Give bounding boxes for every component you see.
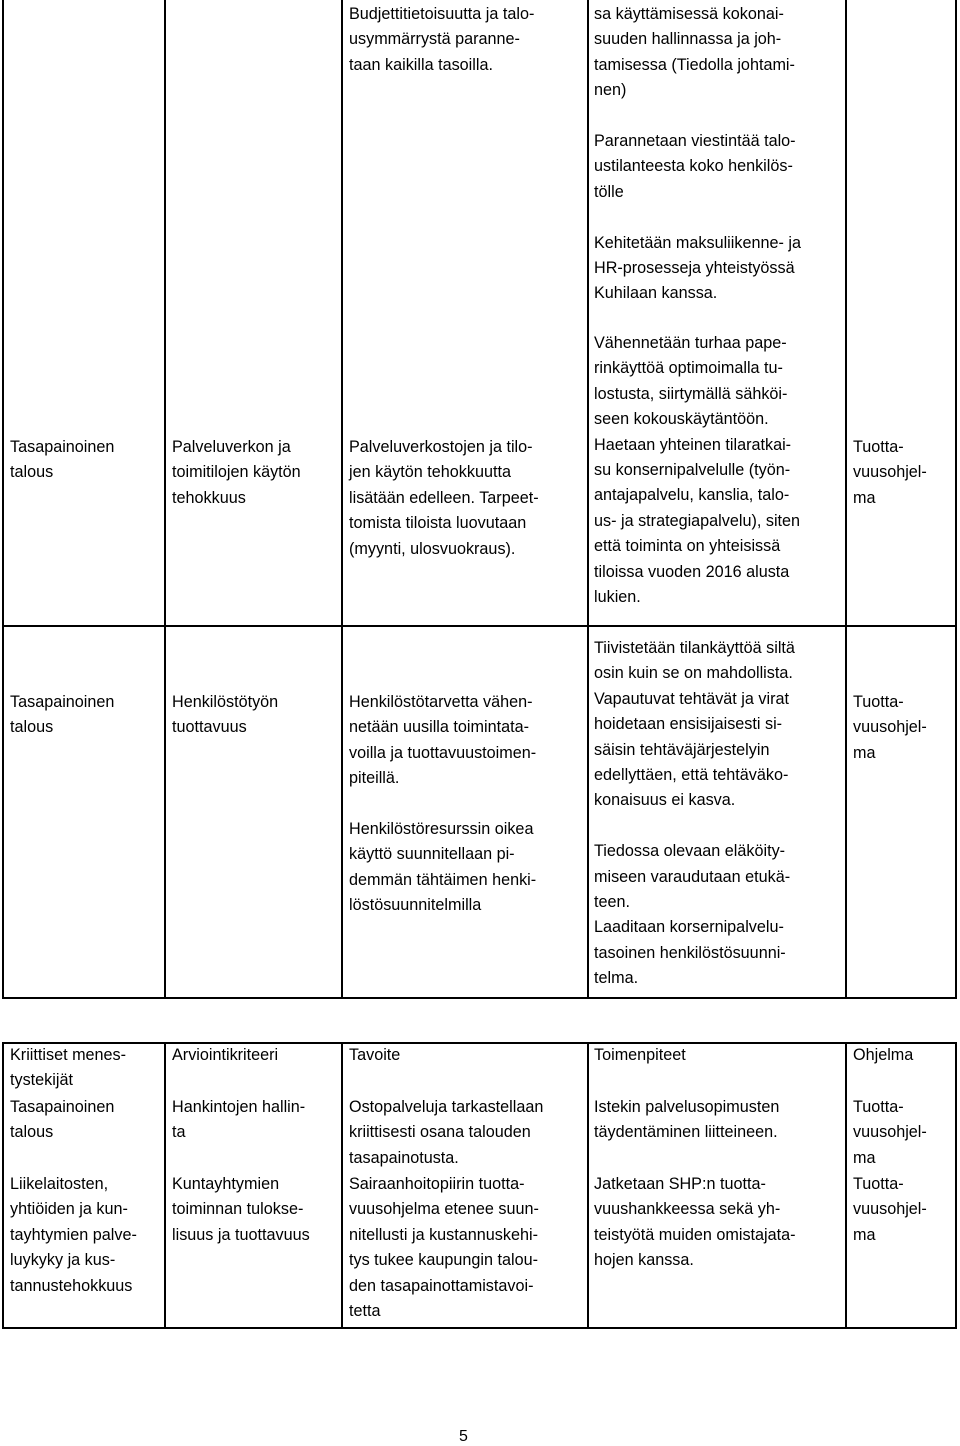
- table-cell-toimenpiteet: Vähennetään turhaa pape- rinkäyttöä optimoimalla tu- lostusta, siirtymällä sähköi- seen kokouskäytäntöön. Haetaan yhteinen tilaratkai- su konsernipalvelulle (työn- antajapalvelu, kanslia, talo- us- ja strategiapalvelu), siten että toiminta on yhteisissä tiloissa vuoden 2016 alusta lukien.: [594, 334, 801, 607]
- table2-divider-2: [341, 1042, 343, 1329]
- table-cell-arviointikriteeri: Kuntayhtymien toiminnan tulokse- lisuus ja tuottavuus: [172, 1175, 310, 1244]
- table-cell-tavoite: Ostopalveluja tarkastellaan kriittisesti osana talouden tasapainotusta.: [349, 1098, 544, 1167]
- table-cell-ohjelma: Tuotta- vuusohjel- ma: [853, 693, 927, 762]
- table-cell-tavoite: Sairaanhoitopiirin tuotta- vuusohjelma etenee suun- nitellusti ja kustannuskehi- tys tukee kaupungin talou- den tasapainottamistavoi- tetta: [349, 1175, 539, 1321]
- table-cell-menestystekija: Liikelaitosten, yhtiöiden ja kun- tayhtymien palve- luykyky ja kus- tannustehokkuus: [10, 1175, 137, 1295]
- header-tavoite: Tavoite: [349, 1046, 401, 1064]
- table-cell-ohjelma: Tuotta- vuusohjel- ma: [853, 438, 927, 507]
- table-cell-menestystekija: Tasapainoinen talous: [10, 438, 115, 482]
- table-cell-menestystekija: Tasapainoinen talous: [10, 693, 115, 737]
- table1-divider-4: [845, 0, 847, 999]
- table2-border-bottom: [2, 1327, 957, 1329]
- table-cell-ohjelma: Tuotta- vuusohjel- ma: [853, 1175, 927, 1244]
- table2-border-right: [955, 1042, 957, 1329]
- header-toimenpiteet: Toimenpiteet: [594, 1046, 686, 1064]
- table1-border-left: [2, 0, 4, 999]
- table1-border-right: [955, 0, 957, 999]
- table1-divider-3: [587, 0, 589, 999]
- table-cell-toimenpiteet: Jatketaan SHP:n tuotta- vuushankkeessa sekä yh- teistyötä muiden omistajata- hojen kanssa.: [594, 1175, 796, 1270]
- table-cell-arviointikriteeri: Palveluverkon ja toimitilojen käytön tehokkuus: [172, 438, 301, 507]
- table-cell-ohjelma: Tuotta- vuusohjel- ma: [853, 1098, 927, 1167]
- header-arviointikriteeri: Arviointikriteeri: [172, 1046, 279, 1064]
- table-cell-toimenpiteet: sa käyttämisessä kokonai- suuden hallinnassa ja joh- tamisessa (Tiedolla johtami- nen) Parannetaan viestintää talo- ustilanteesta koko henkilös- tölle Kehitetään maksuliikenne- ja HR-prosesseja yhteistyössä Kuhilaan kanssa.: [594, 5, 801, 303]
- table2-border-left: [2, 1042, 4, 1329]
- table2-divider-3: [587, 1042, 589, 1329]
- table1-divider-2: [341, 0, 343, 999]
- table-cell-arviointikriteeri: Henkilöstötyön tuottavuus: [172, 693, 279, 737]
- table-cell-menestystekija: Tasapainoinen talous: [10, 1098, 115, 1142]
- table-cell-tavoite: Palveluverkostojen ja tilo- jen käytön tehokkuutta lisätään edelleen. Tarpeet- tomista tiloista luovutaan (myynti, ulosvuokraus).: [349, 438, 539, 558]
- table-cell-toimenpiteet: Tiivistetään tilankäyttöä siltä osin kuin se on mahdollista. Vapautuvat tehtävät ja virat hoidetaan ensisijaisesti si- säisin tehtäväjärjestelyin edellyttäen, että tehtäväko- konaisuus ei kasva. Tiedossa olevaan eläköity- miseen varaudutaan etukä- teen. Laaditaan korsernipalvelu- tasoinen henkilöstösuunni- telma.: [594, 639, 795, 988]
- table-cell-arviointikriteeri: Hankintojen hallin- ta: [172, 1098, 306, 1142]
- page-number: 5: [459, 1428, 468, 1445]
- table-cell-tavoite: Budjettitietoisuutta ja talo- usymmärrystä paranne- taan kaikilla tasoilla.: [349, 5, 535, 74]
- table-cell-toimenpiteet: Istekin palvelusopimusten täydentäminen liitteineen.: [594, 1098, 780, 1142]
- table1-row-divider-1: [2, 625, 957, 627]
- table1-divider-1: [164, 0, 166, 999]
- header-menestystekijat: Kriittiset menes- tystekijät: [10, 1046, 127, 1090]
- table-cell-tavoite: Henkilöstötarvetta vähen- netään uusilla toimintata- voilla ja tuottavuustoimen- piteillä. Henkilöstöresurssin oikea käyttö suunnitellaan pi- demmän tähtäimen henki- löstösuunnitelmilla: [349, 693, 537, 915]
- header-ohjelma: Ohjelma: [853, 1046, 914, 1064]
- table2-divider-4: [845, 1042, 847, 1329]
- table2-divider-1: [164, 1042, 166, 1329]
- table1-border-bottom: [2, 997, 957, 999]
